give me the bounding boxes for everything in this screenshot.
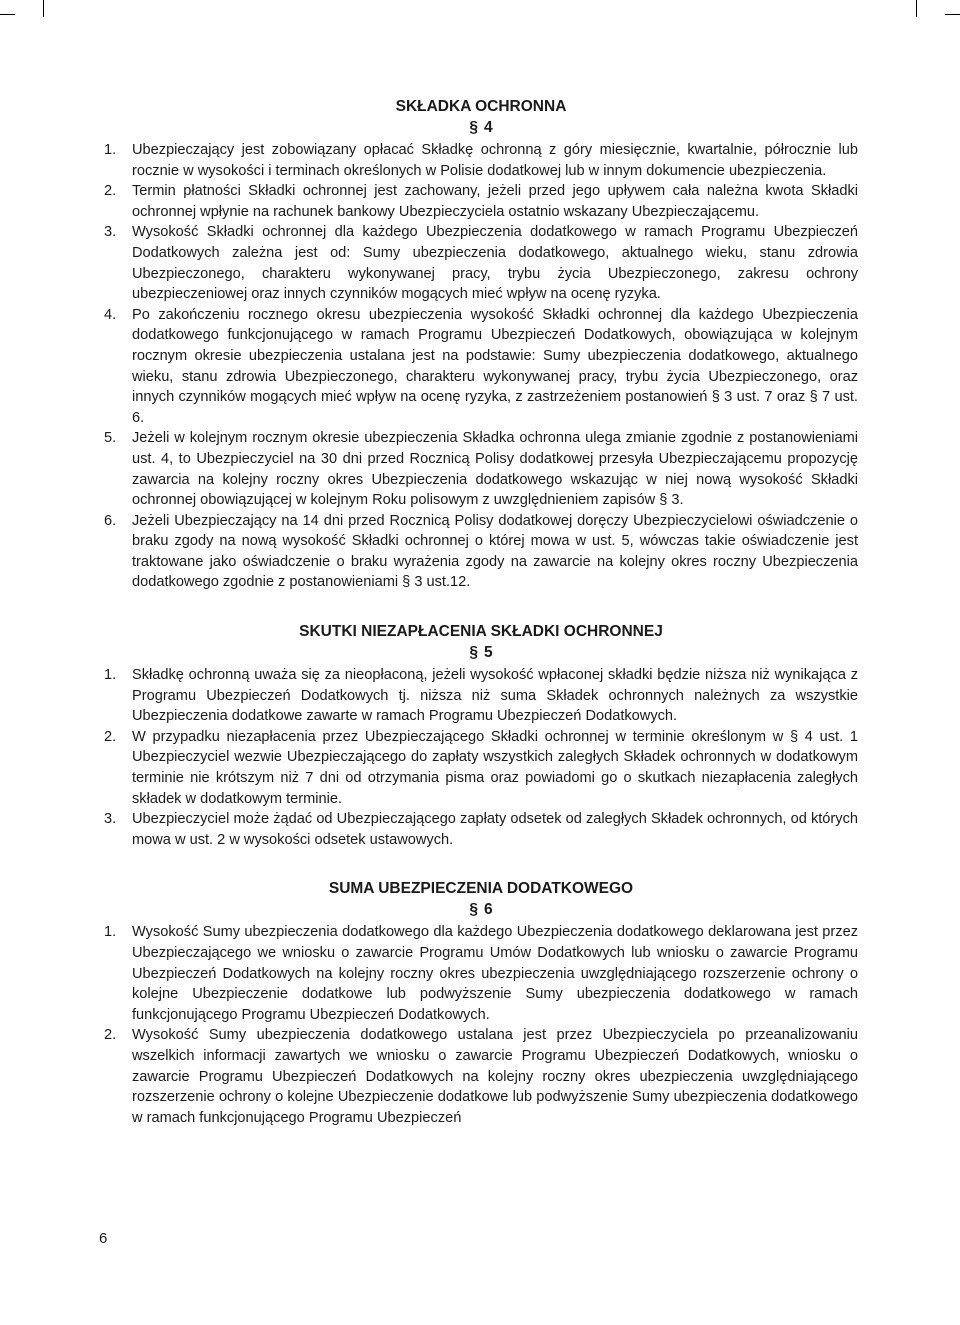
clause-item	[104, 511, 858, 593]
clause-list	[104, 922, 858, 1128]
clause-text: Jeżeli Ubezpieczający na 14 dni przed Rocznicą Polisy dodatkowej doręczy Ubezpieczycielowi oświadczenie o braku zgody na nową wysokość Składki ochronnej o której mowa w ust. 5, wówczas takie oświadczenie jest traktowane jako oświadczenie o braku wyrażenia zgody na zawarcie na kolejny okres roczny Ubezpieczenia dodatkowego zgodnie z postanowieniami § 3 ust.12.	[132, 512, 858, 591]
clause-number: 1.	[104, 142, 117, 158]
clause-text: Po zakończeniu rocznego okresu ubezpieczenia wysokość Składki ochronnej dla każdego Ubezpieczenia dodatkowego funkcjonującego w ramach Programu Ubezpieczeń Dodatkowych, obowiązująca w kolejnym rocznym okresie ubezpieczenia ustalana jest na podstawie: Sumy ubezpieczenia dodatkowego, aktualnego wieku, stanu zdrowia Ubezpieczonego, charakteru wykonywanej pracy, trybu życia Ubezpieczonego, oraz innych czynników mogących mieć wpływ na ocenę ryzyka, z zastrzeżeniem postanowień § 3 ust. 7 oraz § 7 ust. 6.	[132, 306, 858, 426]
clause-text: Wysokość Sumy ubezpieczenia dodatkowego ustalana jest przez Ubezpieczyciela po przeanalizowaniu wszelkich informacji zawartych we wniosku o zawarcie Programu Ubezpieczeń Dodatkowych, wniosku o zawarcie Programu Ubezpieczeń Dodatkowych na kolejny roczny okres ubezpieczenia uwzględniającego rozszerzenie ochrony o kolejne Ubezpieczenie dodatkowe lub podwyższenie Sumy ubezpieczenia dodatkowego w ramach funkcjonującego Programu Ubezpieczeń	[132, 1027, 858, 1126]
clause-number: 6.	[104, 512, 117, 529]
section-skladka-ochronna	[104, 96, 858, 593]
crop-mark-top-right-horizontal	[945, 14, 960, 15]
paragraph-symbol: §	[469, 644, 478, 662]
clause-number: 3.	[104, 224, 117, 241]
clause-list	[104, 665, 858, 850]
clause-item	[104, 922, 858, 1025]
paragraph-number: 6	[484, 901, 493, 919]
paragraph-number: 5	[484, 644, 493, 662]
crop-mark-top-left-vertical	[43, 0, 44, 17]
paragraph-heading	[104, 642, 858, 663]
clause-item	[104, 665, 858, 727]
paragraph-symbol: §	[469, 119, 478, 136]
clause-item	[104, 809, 858, 850]
clause-text: Jeżeli w kolejnym rocznym okresie ubezpieczenia Składka ochronna ulega zmianie zgodnie z postanowieniami ust. 4, to Ubezpieczyciel na 30 dni przed Rocznicą Polisy dodatkowej przesyła Ubezpieczającemu propozycję zawarcia na kolejny roczny okres Ubezpieczenia dodatkowego wskazując w niej nową wysokość Składki ochronnej obowiązującej w kolejnym Roku polisowym z uwzględnieniem zapisów § 3.	[132, 430, 858, 509]
clause-item	[104, 1025, 858, 1128]
section-title: SKŁADKA OCHRONNA	[395, 98, 567, 115]
section-skutki-niezaplacenia	[104, 621, 858, 850]
clause-item	[104, 140, 858, 181]
clause-number: 2.	[104, 728, 117, 745]
clause-number: 2.	[104, 1027, 117, 1044]
clause-item	[104, 727, 858, 809]
clause-list	[104, 140, 858, 593]
clause-item	[104, 428, 858, 510]
paragraph-number: 4	[484, 119, 493, 136]
clause-text: Ubezpieczyciel może żądać od Ubezpieczającego zapłaty odsetek od zaległych Składek ochronnych, od których mowa w ust. 2 w wysokości odsetek ustawowych.	[132, 811, 858, 848]
clause-item	[104, 181, 858, 222]
clause-number: 1.	[104, 667, 117, 684]
paragraph-heading	[104, 899, 858, 920]
clause-text: Wysokość Sumy ubezpieczenia dodatkowego dla każdego Ubezpieczenia dodatkowego deklarowana jest przez Ubezpieczającego we wniosku o zawarcie Programu Umów Dodatkowych lub wniosku o zawarcie Programu Ubezpieczeń Dodatkowych na kolejny roczny okres ubezpieczenia uwzględniającego rozszerzenie ochrony o kolejne Ubezpieczenie dodatkowe lub podwyższenie Sumy ubezpieczenia dodatkowego w ramach funkcjonującego Programu Ubezpieczeń Dodatkowych.	[132, 924, 858, 1023]
paragraph-heading	[104, 117, 858, 138]
clause-text: Termin płatności Składki ochronnej jest zachowany, jeżeli przed jego upływem cała należna kwota Składki ochronnej wpłynie na rachunek bankowy Ubezpieczyciela ostatnio wskazany Ubezpieczającemu.	[132, 183, 858, 220]
page-number: 6	[99, 1230, 108, 1247]
document-page	[104, 96, 858, 1128]
clause-number: 3.	[104, 811, 117, 828]
paragraph-symbol: §	[469, 901, 478, 919]
clause-number: 4.	[104, 306, 117, 323]
section-title: SKUTKI NIEZAPŁACENIA SKŁADKI OCHRONNEJ	[299, 623, 663, 641]
clause-item	[104, 305, 858, 429]
clause-text: W przypadku niezapłacenia przez Ubezpieczającego Składki ochronnej w terminie określonym w § 4 ust. 1 Ubezpieczyciel wezwie Ubezpieczającego do zapłaty wszystkich zaległych Składek ochronnych w dodatkowym terminie nie krótszym niż 7 dni od otrzymania pisma oraz powiadomi go o skutkach niezapłacenia zaległych składek w dodatkowym terminie.	[132, 728, 858, 807]
crop-mark-top-left-horizontal	[0, 14, 15, 15]
clause-item	[104, 222, 858, 304]
clause-text: Ubezpieczający jest zobowiązany opłacać Składkę ochronną z góry miesięcznie, kwartalnie, półrocznie lub rocznie w wysokości i terminach określonych w Polisie dodatkowej lub w innym dokumencie ubezpieczenia.	[132, 142, 858, 179]
section-title: SUMA UBEZPIECZENIA DODATKOWEGO	[328, 880, 634, 898]
clause-number: 2.	[104, 183, 117, 200]
section-suma-ubezpieczenia	[104, 878, 858, 1128]
clause-text: Składkę ochronną uważa się za nieopłaconą, jeżeli wysokość wpłaconej składki będzie niższa niż wynikająca z Programu Ubezpieczeń Dodatkowych tj. niższa niż suma Składek ochronnych należnych za wszystkie Ubezpieczenia dodatkowe zawarte w ramach Programu Ubezpieczeń Dodatkowych.	[132, 667, 858, 725]
crop-mark-top-right-vertical	[916, 0, 917, 17]
clause-text: Wysokość Składki ochronnej dla każdego Ubezpieczenia dodatkowego w ramach Programu Ubezpieczeń Dodatkowych zależna jest od: Sumy ubezpieczenia dodatkowego, aktualnego wieku, stanu zdrowia Ubezpieczonego, charakteru wykonywanej pracy, trybu życia Ubezpieczonego, zakresu ochrony ubezpieczeniowej oraz innych czynników mogących mieć wpływ na ocenę ryzyka.	[132, 224, 858, 303]
clause-number: 1.	[104, 924, 117, 941]
clause-number: 5.	[104, 430, 117, 447]
